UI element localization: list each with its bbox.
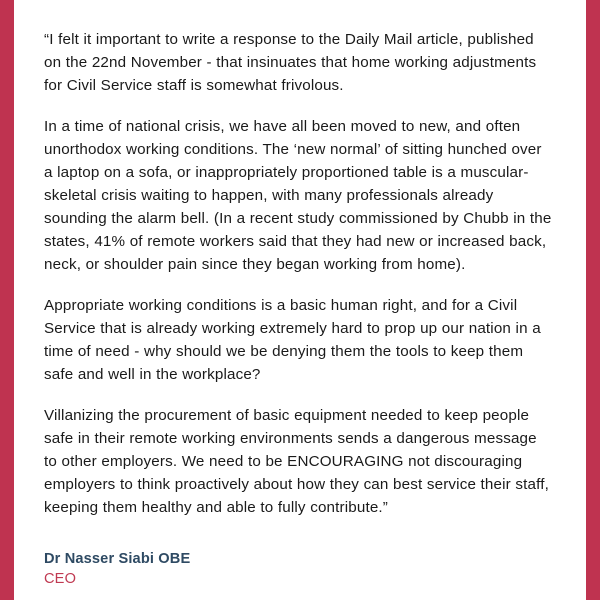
quote-paragraph-2: In a time of national crisis, we have all been moved to new, and often unorthodox working conditions. The ‘new normal’ of sitting hunched over a laptop on a sofa, or inappropriately proportioned table is a muscular-skeletal crisis waiting to happen, with many professionals already sounding the alarm bell. (In a recent study commissioned by Chubb in the states, 41% of remote workers said that they had new or increased back, neck, or shoulder pain since they began working from home). xyxy=(44,118,552,273)
attribution-block xyxy=(44,549,553,589)
author-role: CEO xyxy=(44,571,77,587)
quote-text-block xyxy=(14,0,586,589)
quote-paragraph-3: Appropriate working conditions is a basic human right, and for a Civil Service that is already working extremely hard to prop up our nation in a time of need - why should we be denying them the tools to keep them safe and well in the workplace? xyxy=(44,297,541,383)
quote-paragraph-4: Villanizing the procurement of basic equipment needed to keep people safe in their remote working environments sends a dangerous message to other employers. We need to be ENCOURAGING not discouraging employers to think proactively about how they can best service their staff, keeping them healthy and able to fully contribute.” xyxy=(44,407,549,516)
author-name: Dr Nasser Siabi OBE xyxy=(44,551,191,567)
quote-paragraph-1: “I felt it important to write a response to the Daily Mail article, published on the 22nd November - that insinuates that home working adjustments for Civil Service staff is somewhat frivolous. xyxy=(44,31,537,94)
